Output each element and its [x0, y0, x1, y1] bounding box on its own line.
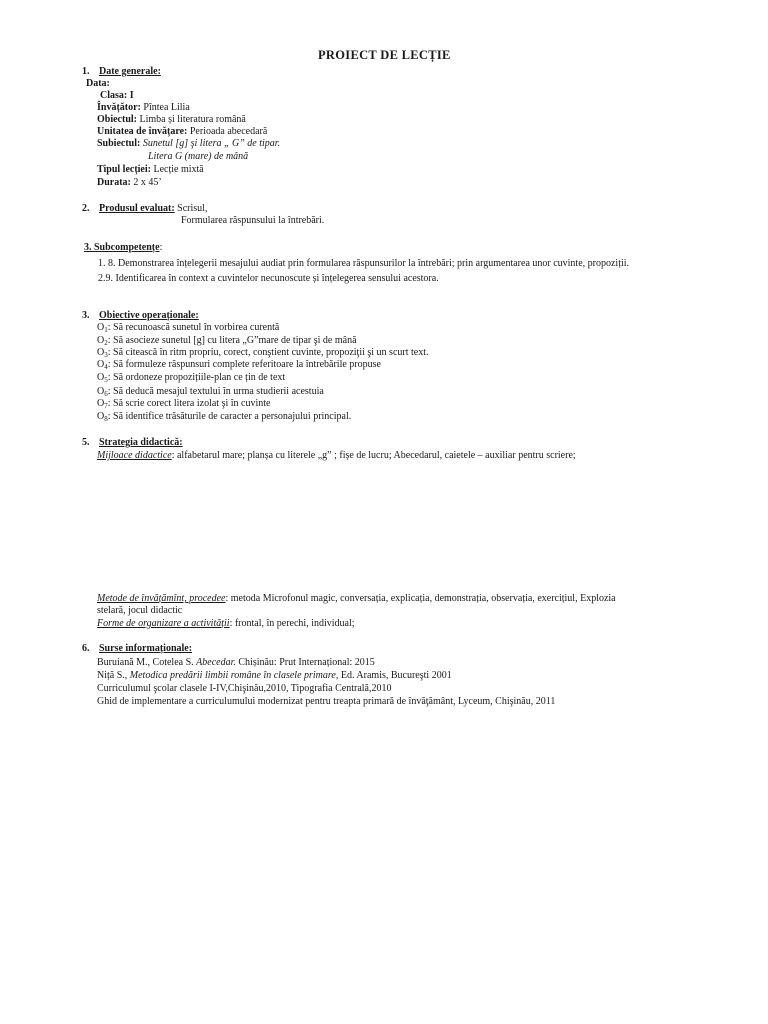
subcompetenta-item: 2.9. Identificarea în context a cuvintelor necunoscute și înțelegerea sensului acestora.: [98, 273, 439, 284]
data-label: Data:: [86, 78, 110, 89]
objective-code: O: [97, 398, 105, 409]
objective-code: O: [97, 411, 105, 422]
obiectul-value: Limba și literatura română: [139, 114, 246, 125]
produsul-row: [99, 203, 207, 214]
objective-item: [97, 359, 381, 370]
objective-code: O: [97, 359, 105, 370]
obiective-heading: Obiective operaționale:: [99, 310, 199, 321]
objective-item: [97, 372, 285, 383]
tipul-row: [97, 164, 204, 175]
objective-text: : Să identifice trăsăturile de caracter a personajului principal.: [107, 411, 352, 422]
objective-text: : Să recunoască sunetul în vorbirea curentă: [107, 322, 280, 333]
subcompetente-heading-row: [84, 242, 162, 253]
subiectul-value-line-2: Litera G (mare) de mână: [148, 151, 249, 162]
invatator-value: Pîntea Lilia: [143, 102, 190, 113]
objective-code: O: [97, 335, 105, 346]
objective-index: 8: [104, 415, 108, 423]
invatator-label: Învățător:: [97, 102, 141, 113]
metode-value-line-2: stelară, jocul didactic: [97, 605, 183, 616]
source-item: Curriculumul şcolar clasele I-IV,Chişinău,2010, Tipografia Centrală,2010: [97, 683, 392, 694]
durata-label: Durata:: [97, 177, 131, 188]
unitatea-label: Unitatea de învățare:: [97, 126, 188, 137]
source-publisher: Chișinău: Prut Internațional: 2015: [235, 657, 375, 668]
obiectul-row: [97, 114, 246, 125]
source-publisher: , Ed. Aramis, Bucureşti 2001: [335, 670, 452, 681]
produsul-value-2: Formularea răspunsului la întrebări.: [181, 215, 325, 226]
subiectul-value: Sunetul [g] şi litera „ G” de tipar.: [142, 138, 281, 149]
objective-item: [97, 386, 324, 397]
objective-text: : Să scrie corect litera izolat şi în cuvinte: [107, 398, 271, 409]
section-2-number: 2.: [82, 203, 90, 214]
objective-index: 2: [104, 339, 108, 347]
objective-code: O: [97, 322, 105, 333]
tipul-value: Lecție mixtă: [153, 164, 204, 175]
durata-row: [97, 177, 162, 188]
source-title: Metodica predării limbii române în clasele primare: [129, 670, 336, 681]
metode-row: [97, 593, 616, 604]
obiectul-label: Obiectul:: [97, 114, 137, 125]
metode-label: Metode de învățămînt, procedee: [97, 593, 226, 604]
metode-value: : metoda Microfonul magic, conversația, explicația, demonstrația, observația, exercițiul, Explozia: [225, 593, 616, 604]
source-item: [97, 657, 375, 668]
section-3-number: 3.: [82, 310, 90, 321]
subcompetenta-item: 1. 8. Demonstrarea înțelegerii mesajului audiat prin formularea răspunsurilor la întrebări; prin argumentarea unor cuvinte, propoziții.: [98, 258, 630, 269]
forme-value: : frontal, în perechi, individual;: [229, 618, 355, 629]
subiectul-label: Subiectul:: [97, 138, 141, 149]
source-title: Abecedar.: [196, 657, 236, 668]
subcompetente-heading: 3. Subcompetențe: [84, 242, 160, 253]
objective-code: O: [97, 372, 105, 383]
objective-text: : Să formuleze răspunsuri complete referitoare la întrebările propuse: [107, 359, 381, 370]
objective-item: [97, 335, 357, 346]
tipul-label: Tipul lecției:: [97, 164, 151, 175]
source-item: [97, 670, 452, 681]
invatator-row: [97, 102, 190, 113]
surse-heading: Surse informaționale:: [99, 643, 193, 654]
section-6-number: 6.: [82, 643, 90, 654]
page-title: PROIECT DE LECȚIE: [318, 48, 451, 62]
forme-row: [97, 618, 355, 629]
objective-index: 4: [104, 363, 108, 371]
strategia-heading: Strategia didactică:: [99, 437, 183, 448]
objective-item: [97, 398, 270, 409]
objective-text: : Să citească în ritm propriu, corect, conştient cuvinte, propoziţii şi un scurt text.: [107, 347, 429, 358]
unitatea-row: [97, 126, 267, 137]
objective-index: 3: [104, 351, 108, 359]
objective-index: 6: [104, 390, 108, 398]
mijloace-label: Mijloace didactice: [97, 450, 172, 461]
produsul-heading: Produsul evaluat:: [99, 203, 175, 214]
objective-text: : Să deducă mesajul textului în urma studierii acestuia: [107, 386, 324, 397]
objective-item: [97, 322, 279, 333]
produsul-value-1: Scrisul,: [177, 203, 208, 214]
clasa-label: Clasa: I: [100, 90, 134, 101]
forme-label: Forme de organizare a activității: [97, 618, 230, 629]
objective-item: [97, 411, 351, 422]
section-1-number: 1.: [82, 66, 90, 77]
objective-code: O: [97, 347, 105, 358]
objective-index: 7: [104, 402, 108, 410]
objective-index: 5: [104, 376, 108, 384]
source-authors: Buruiană M., Cotelea S.: [97, 657, 197, 668]
objective-text: : Să ordoneze propozițiile-plan ce țin de text: [107, 372, 286, 383]
section-5-number: 5.: [82, 437, 90, 448]
objective-item: [97, 347, 428, 358]
objective-text: : Să asocieze sunetul [g] cu litera „G”mare de tipar şi de mână: [107, 335, 357, 346]
mijloace-row: [97, 450, 576, 461]
subcompetente-colon: :: [159, 242, 163, 253]
unitatea-value: Perioada abecedară: [189, 126, 268, 137]
source-authors: Nițã S.,: [97, 670, 130, 681]
section-1-heading: Date generale:: [99, 66, 161, 77]
subiectul-row: [97, 138, 280, 149]
durata-value: 2 x 45’: [133, 177, 162, 188]
objective-index: 1: [104, 326, 108, 334]
mijloace-value: : alfabetarul mare; planșa cu literele „g” ; fișe de lucru; Abecedarul, caietele – auxiliar pentru scriere;: [171, 450, 576, 461]
objective-code: O: [97, 386, 105, 397]
source-item: Ghid de implementare a curriculumului modernizat pentru treapta primară de învăţământ, Lyceum, Chişinău, 2011: [97, 696, 556, 707]
